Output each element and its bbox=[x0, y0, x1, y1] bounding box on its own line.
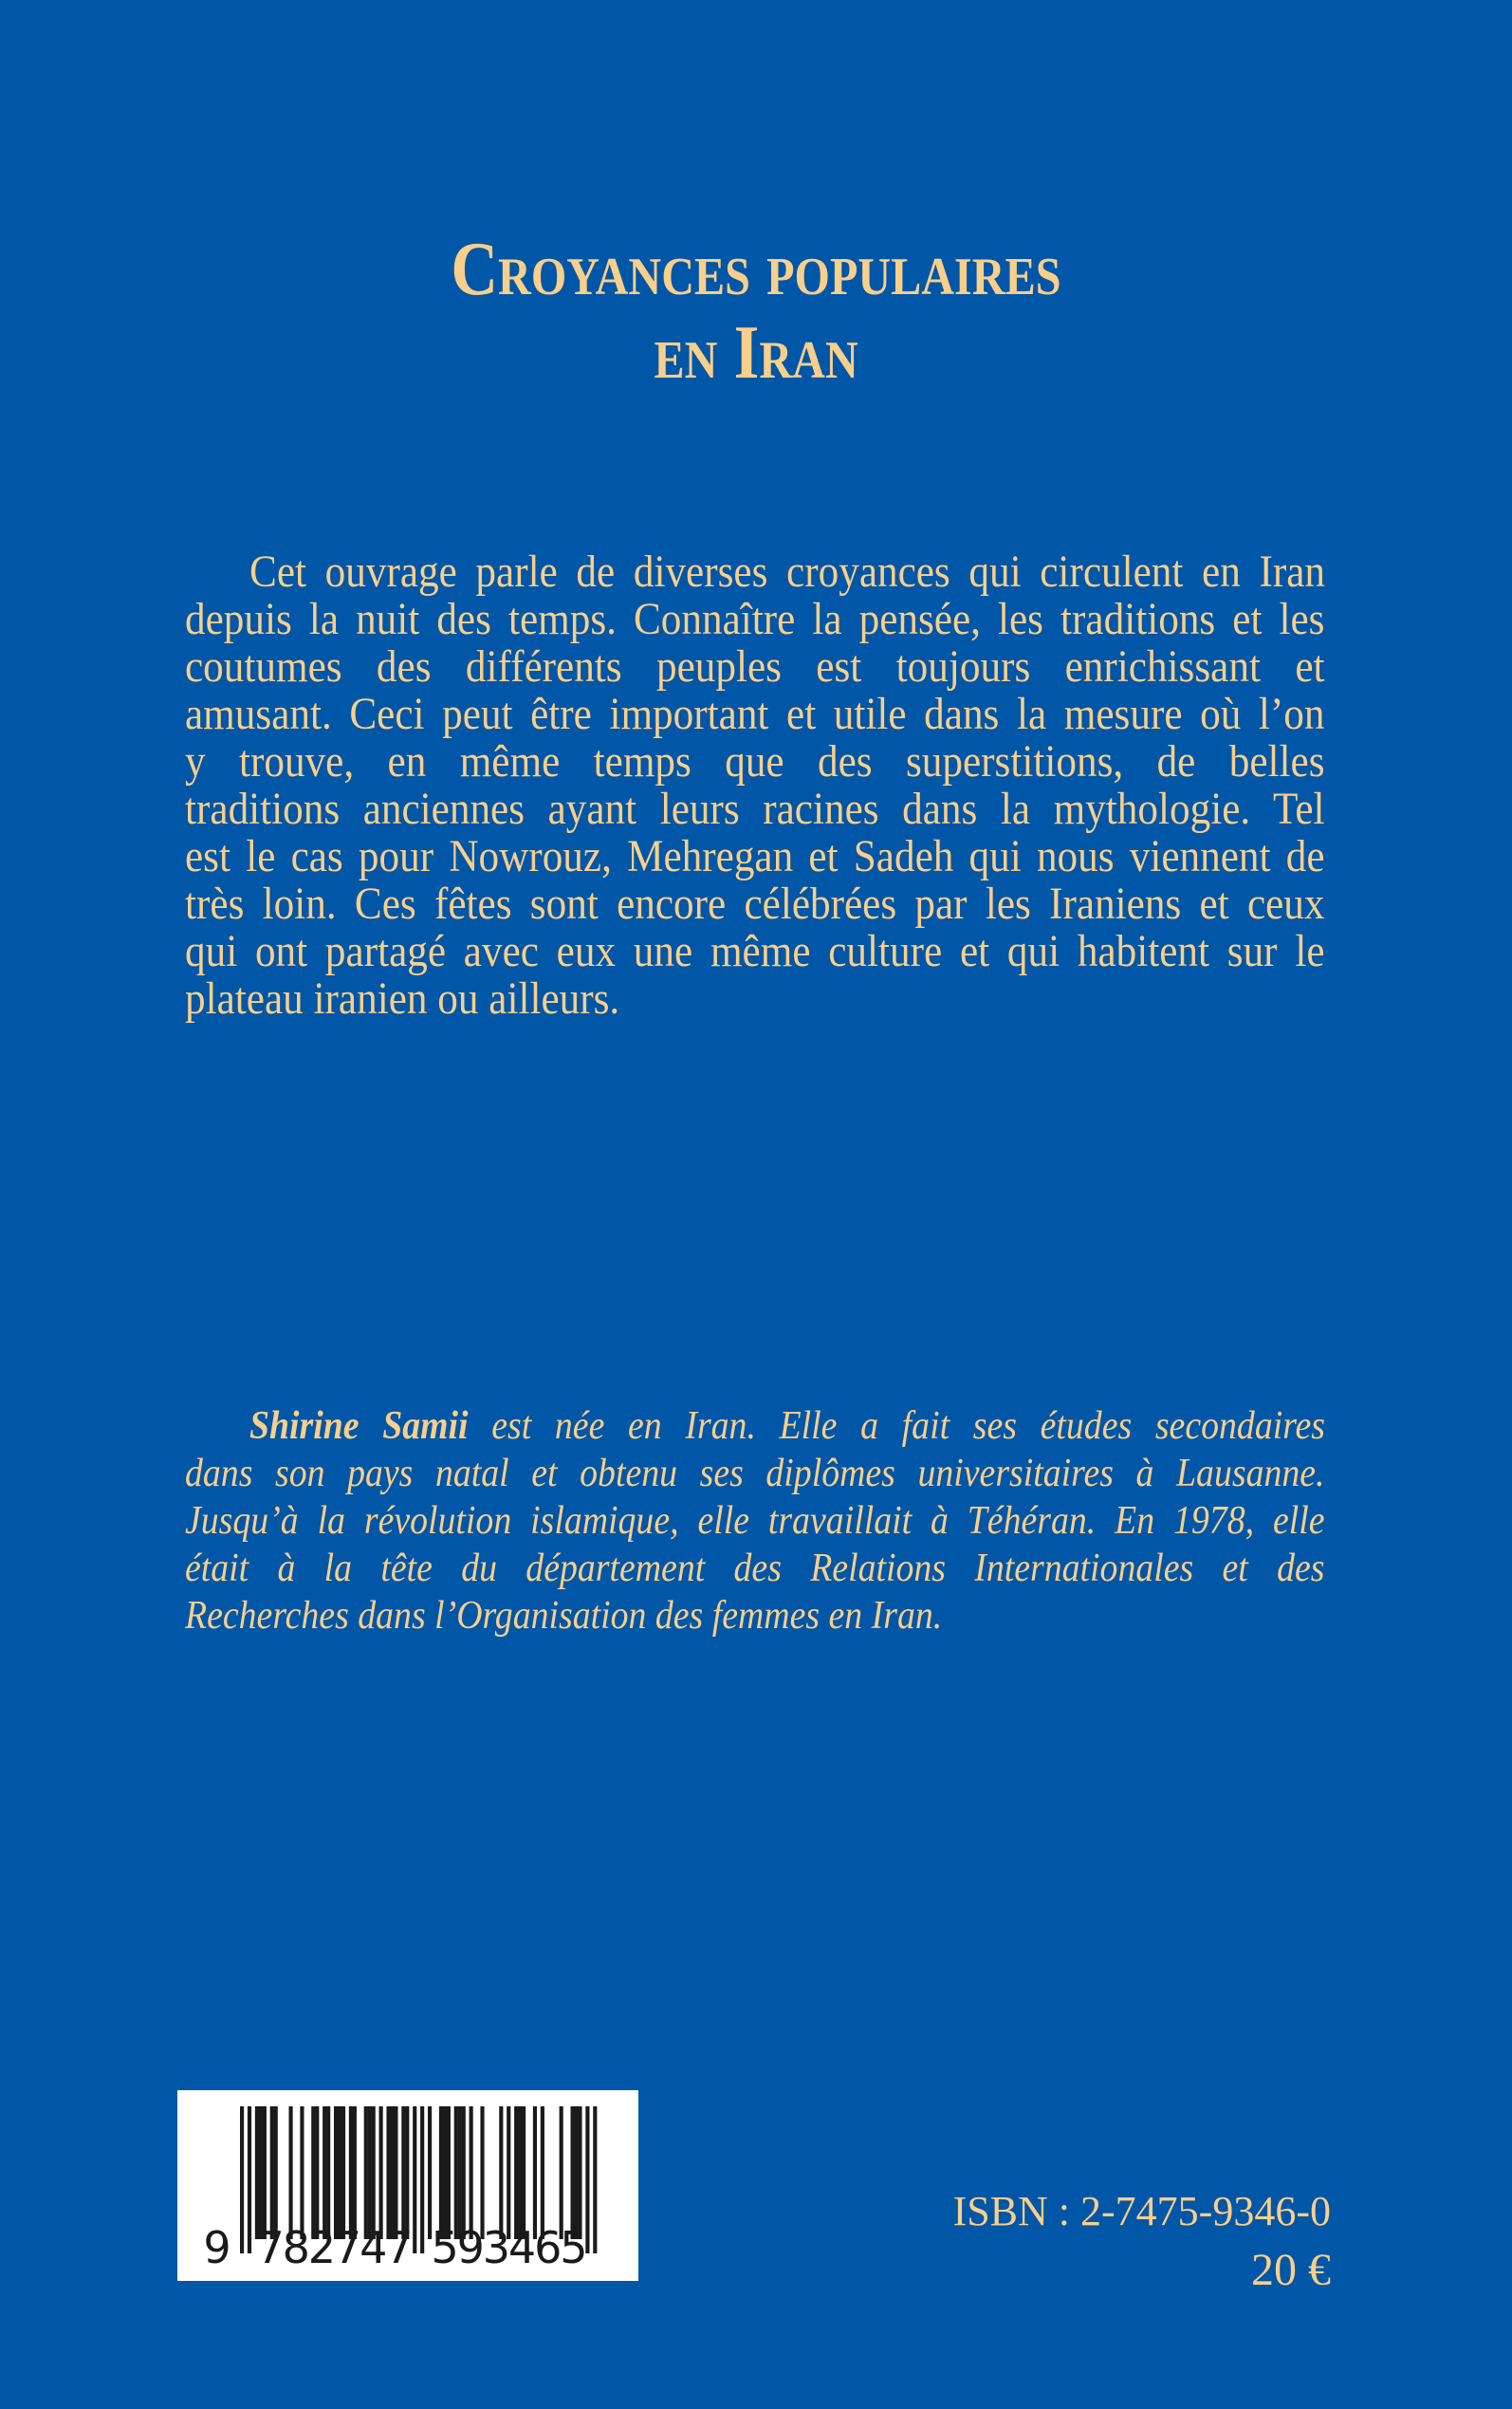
svg-text:593465: 593465 bbox=[431, 2222, 588, 2273]
bio-line: Jusqu’à la révolution islamique, elle travaillait à Téhéran. En 1978, elle bbox=[185, 1499, 1325, 1543]
price-label: 20 € bbox=[1251, 2245, 1331, 2295]
book-title-text-1: Croyances populaires bbox=[451, 228, 1061, 311]
isbn-number: ISBN : 2-7475-9346-0 bbox=[952, 2188, 1331, 2234]
summary-line: amusant. Ceci peut être important et utile dans la mesure où l’on bbox=[185, 689, 1325, 739]
book-title-line-2 bbox=[0, 311, 1512, 395]
ean-barcode bbox=[177, 2090, 638, 2281]
bio-line: dans son pays natal et obtenu ses diplômes universitaires à Lausanne. bbox=[185, 1452, 1325, 1495]
summary-line: très loin. Ces fêtes sont encore célébrées par les Iraniens et ceux bbox=[185, 879, 1325, 929]
svg-text:9: 9 bbox=[203, 2222, 231, 2273]
summary-line: depuis la nuit des temps. Connaître la pensée, les traditions et les bbox=[185, 594, 1325, 644]
bio-line: Recherches dans l’Organisation des femmes en Iran. bbox=[185, 1594, 943, 1638]
author-name: Shirine Samii bbox=[249, 1404, 469, 1448]
barcode-bars-icon bbox=[177, 2090, 638, 2281]
bio-line bbox=[249, 1402, 1325, 1450]
bio-line: était à la tête du département des Relations Internationales et des bbox=[185, 1547, 1325, 1590]
summary-line: Cet ouvrage parle de diverses croyances qui circulent en Iran bbox=[249, 547, 1325, 597]
book-title-line-1 bbox=[0, 228, 1512, 311]
summary-line: traditions anciennes ayant leurs racines dans la mythologie. Tel bbox=[185, 784, 1325, 834]
summary-line: coutumes des différents peuples est toujours enrichissant et bbox=[185, 641, 1325, 692]
book-title-text-2: en Iran bbox=[654, 311, 858, 395]
bio-first-line-text: est née en Iran. Elle a fait ses études secondaires bbox=[468, 1404, 1326, 1448]
summary-line: plateau iranien ou ailleurs. bbox=[185, 973, 620, 1024]
summary-line: est le cas pour Nowrouz, Mehregan et Sadeh qui nous viennent de bbox=[185, 831, 1325, 881]
svg-text:782747: 782747 bbox=[256, 2222, 414, 2273]
summary-line: y trouve, en même temps que des superstitions, de belles bbox=[185, 736, 1325, 787]
summary-line: qui ont partagé avec eux une même culture et qui habitent sur le bbox=[185, 926, 1325, 976]
